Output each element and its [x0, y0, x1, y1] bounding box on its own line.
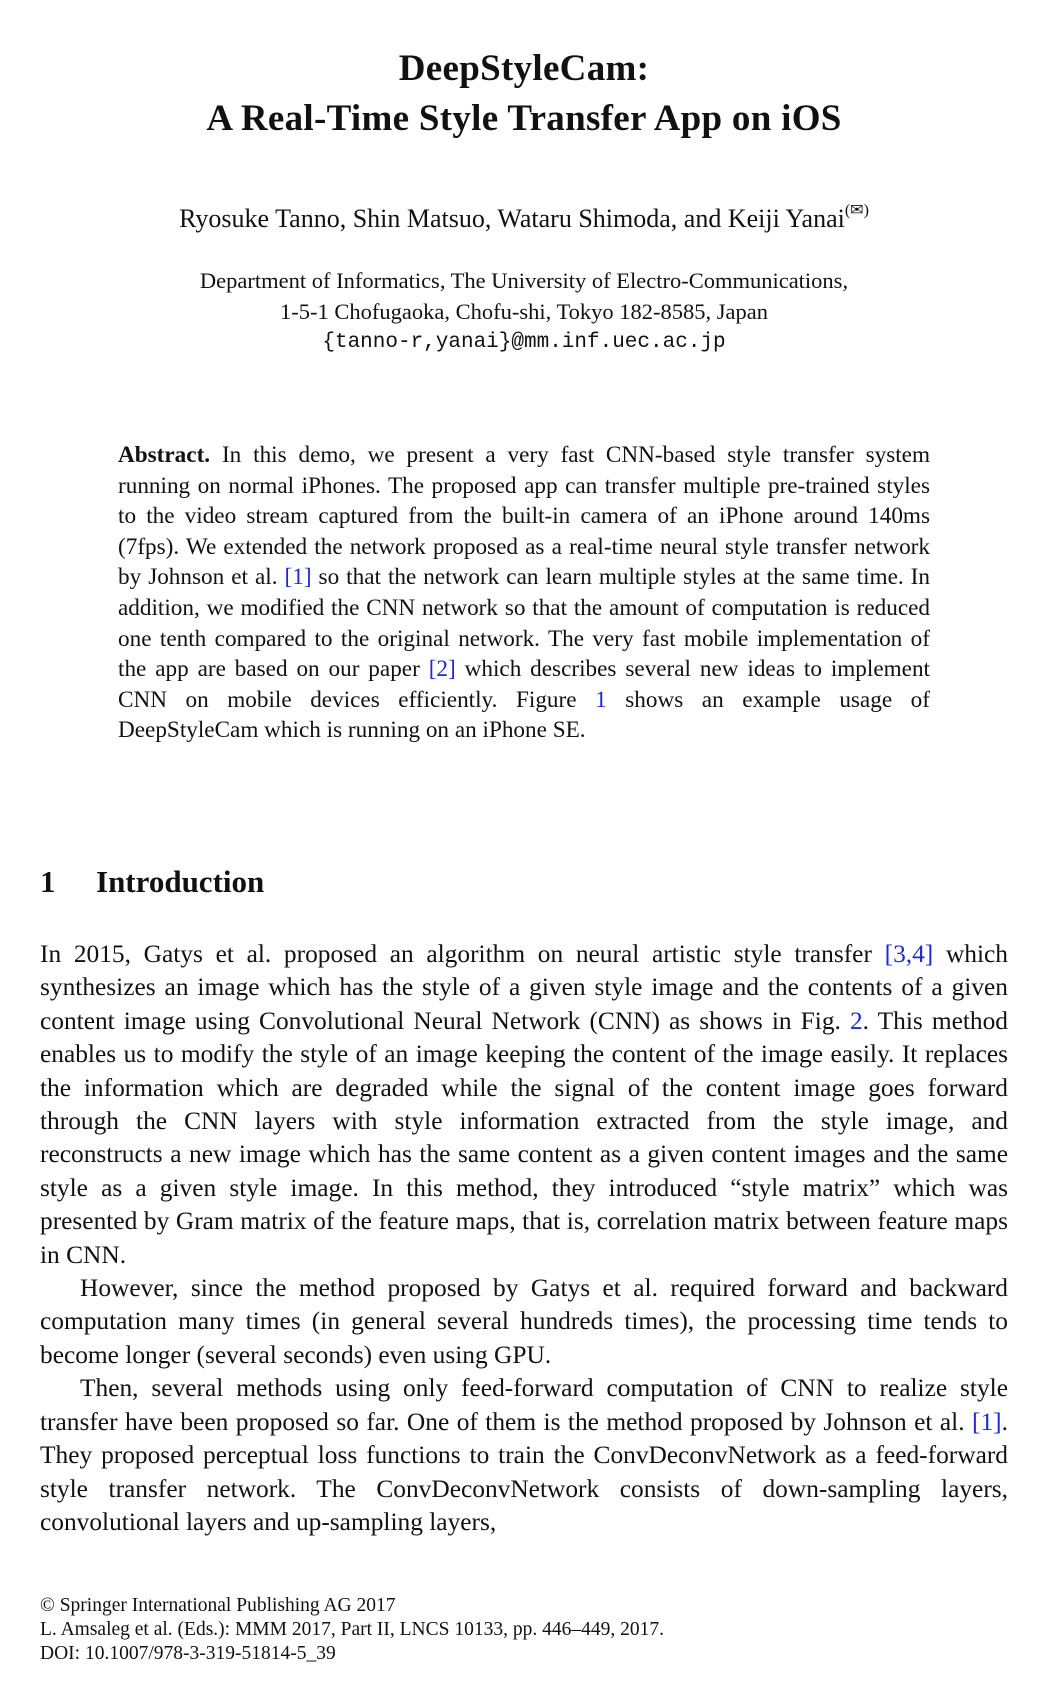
- affiliation: [0, 265, 1048, 358]
- abstract-label: Abstract.: [118, 442, 211, 468]
- abstract-text-a: In this demo, we present a very fast CNN-based style transfer system running on normal iPhones. The proposed app can transfer multiple pre-trained styles to the video stream captured from the built-in camera of an iPhone around 140ms (7fps). We extended the network proposed as a real-time neural style transfer network by Johnson et al.: [118, 442, 930, 591]
- intro-paragraph-2: However, since the method proposed by Gatys et al. required forward and backward computation many times (in general several hundreds times), the processing time tends to become longer (several seconds) even using GPU.: [40, 1274, 1008, 1369]
- citation-line: L. Amsaleg et al. (Eds.): MMM 2017, Part II, LNCS 10133, pp. 446–449, 2017.: [40, 1619, 664, 1640]
- citation-link-2[interactable]: [2]: [428, 656, 456, 683]
- abstract-text-c: which describes several new ideas to implement CNN on mobile devices efficiently. Figure: [118, 656, 930, 713]
- intro-p1-text-b: which synthesizes an image which has the style of a given style image and the contents of a given content image using Convolutional Neural Network (CNN) as shows in Fig.: [40, 940, 1009, 1035]
- intro-p1-text-c: . This method enables us to modify the style of an image keeping the content of the image easily. It replaces the information which are degraded while the signal of the content image goes forward through the CNN layers with style information extracted from the style image, and reconstructs a new image which has the same content as a given content images and the same style as a given style image. In this method, they introduced “style matrix” which was presented by Gram matrix of the feature maps, that is, correlation matrix between feature maps in CNN.: [40, 1006, 1008, 1269]
- abstract-text-b: so that the network can learn multiple styles at the same time. In addition, we modified the CNN network so that the amount of computation is reduced one tenth compared to the original network. The very fast mobile implementation of the app are based on our paper: [118, 564, 930, 683]
- abstract-text-d: shows an example usage of DeepStyleCam which is running on an iPhone SE.: [118, 686, 930, 744]
- paper-title: [0, 44, 1048, 144]
- abstract: [118, 440, 930, 746]
- section-number: 1: [40, 864, 56, 899]
- intro-paragraph-3: [40, 1372, 1008, 1539]
- citation-link-3-4[interactable]: [3,4]: [884, 940, 934, 968]
- intro-p3-text-a: Then, several methods using only feed-forward computation of CNN to realize style transfer have been proposed so far. One of them is the method proposed by Johnson et al.: [40, 1374, 1008, 1436]
- author-names: Ryosuke Tanno, Shin Matsuo, Wataru Shimoda, and Keiji Yanai: [179, 204, 845, 233]
- intro-p3-text-b: . They proposed perceptual loss functions to train the ConvDeconvNetwork as a feed-forward style transfer network. The ConvDeconvNetwork consists of down-sampling layers, convolutional layers and up-sampling layers,: [40, 1407, 1008, 1536]
- title-line-2: A Real-Time Style Transfer App on iOS: [206, 98, 842, 139]
- copyright-line: © Springer International Publishing AG 2017: [40, 1595, 396, 1616]
- intro-paragraph-1: [40, 938, 1008, 1272]
- citation-link-1-body[interactable]: [1]: [972, 1407, 1002, 1436]
- affiliation-line-1: Department of Informatics, The University of Electro-Communications,: [199, 268, 849, 293]
- introduction-body: [40, 938, 1008, 1539]
- publication-footer: [40, 1594, 664, 1666]
- figure-link-2[interactable]: 2: [849, 1006, 863, 1035]
- section-title: Introduction: [96, 864, 265, 899]
- doi-line: DOI: 10.1007/978-3-319-51814-5_39: [40, 1643, 336, 1664]
- section-heading-introduction: [40, 862, 264, 902]
- intro-p1-text-a: In 2015, Gatys et al. proposed an algorithm on neural artistic style transfer: [40, 940, 885, 968]
- affiliation-line-2: 1-5-1 Chofugaoka, Chofu-shi, Tokyo 182-8585, Japan: [280, 299, 768, 324]
- corresponding-author-mark: (✉): [844, 202, 869, 219]
- citation-link-1[interactable]: [1]: [284, 564, 312, 591]
- author-list: [0, 203, 1048, 235]
- title-line-1: DeepStyleCam:: [398, 48, 650, 89]
- author-email: {tanno-r,yanai}@mm.inf.uec.ac.jp: [322, 331, 726, 354]
- figure-link-1[interactable]: 1: [595, 686, 607, 713]
